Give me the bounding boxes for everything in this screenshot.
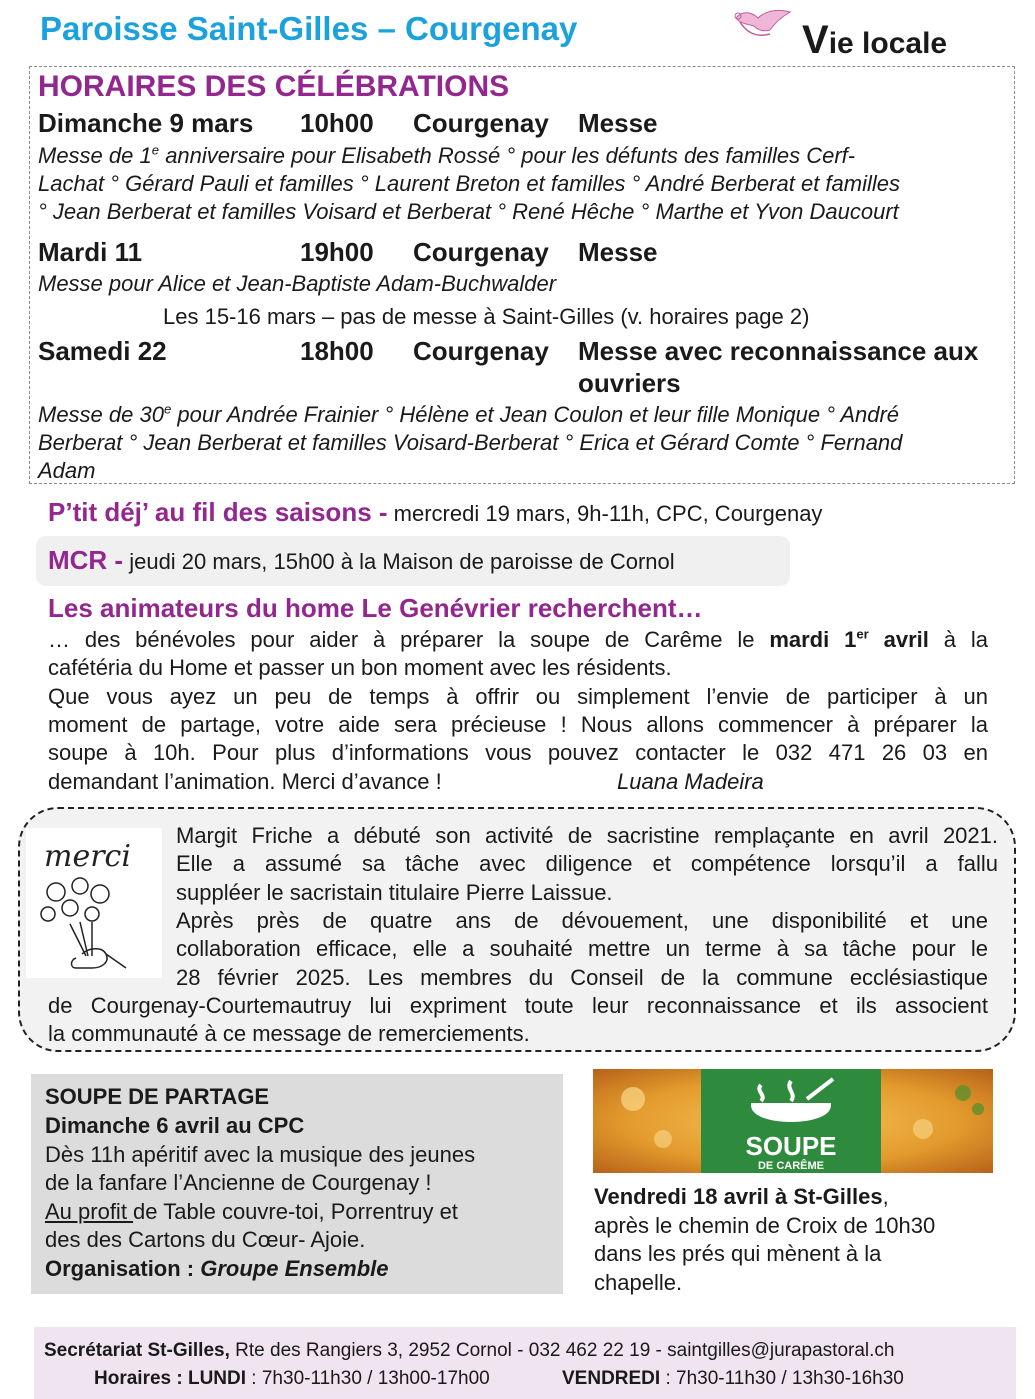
entry-2-type: Messe [578, 237, 658, 267]
thanks-line-8: la communauté à ce message de remerciements. [48, 1021, 530, 1046]
entry-3-day: Samedi 22 [38, 336, 167, 366]
entry-2-day: Mardi 11 [38, 237, 143, 267]
soupe-careme-line-3: chapelle. [594, 1270, 683, 1295]
animateurs-line-2: cafétéria du Home et passer un bon moment avec les résidents. [48, 655, 672, 680]
soupe-careme-line-1: après le chemin de Croix de 10h30 [594, 1213, 936, 1238]
animateurs-signature: Luana Madeira [617, 769, 764, 794]
logo-text: Vie locale [802, 18, 948, 62]
entry-1-intention-line-1: Messe de 1e anniversaire pour Elisabeth Rossé ° pour les défunts des familles Cerf- [38, 142, 856, 168]
no-mass-notice: Les 15-16 mars – pas de messe à Saint-Gilles (v. horaires page 2) [163, 304, 810, 329]
entry-3-type-line-2: ouvriers [578, 368, 681, 398]
thanks-line-7: de Courgenay-Courtemautruy lui expriment toute leur reconnaissance et ils associent [48, 993, 988, 1018]
entry-3-intention-line-1: Messe de 30e pour Andrée Frainier ° Hélène et Jean Coulon et leur fille Monique ° André [38, 401, 900, 427]
svg-text:merci: merci [44, 839, 131, 874]
entry-2-time: 19h00 [300, 237, 374, 267]
soupe-partage-line-2: de la fanfare l’Ancienne de Courgenay ! [45, 1170, 432, 1195]
thanks-line-6: 28 février 2025. Les membres du Conseil de la commune ecclésiastique [176, 965, 988, 990]
animateurs-line-3: Que vous ayez un peu de temps à offrir ou simplement l’envie de participer à un [48, 684, 988, 709]
entry-3-place: Courgenay [413, 336, 549, 366]
thanks-line-5: collaboration efficace, elle a souhaité mettre un terme à sa tâche pour le [176, 936, 988, 961]
footer-secretariat: Secrétariat St-Gilles, Rte des Rangiers 3, 2952 Cornol - 032 462 22 19 - saintgilles@jurapastoral.ch [44, 1340, 895, 1361]
animateurs-line-4: moment de partage, votre aide sera précieuse ! Nous allons commencer à préparer la [48, 712, 988, 737]
thanks-line-2: Elle a assumé sa tâche avec diligence et compétence lorsqu’il a fallu [176, 851, 998, 876]
footer-hours-friday: VENDREDI : 7h30-11h30 / 13h30-16h30 [562, 1368, 904, 1389]
entry-3-time: 18h00 [300, 336, 374, 366]
soupe-partage-line-4: des des Cartons du Cœur- Ajoie. [45, 1227, 366, 1252]
thanks-line-4: Après près de quatre ans de dévouement, une disponibilité et une [176, 908, 988, 933]
ptit-dej-title: P’tit déj’ au fil des saisons - [48, 497, 388, 527]
svg-text:DE CARÊME: DE CARÊME [757, 1160, 825, 1172]
entry-1-day: Dimanche 9 mars [38, 108, 254, 138]
entry-1-intention-line-2: Lachat ° Gérard Pauli et familles ° Laurent Breton et familles ° André Berberat et familles [38, 171, 900, 196]
soupe-partage-title: SOUPE DE PARTAGE [45, 1084, 270, 1109]
soupe-partage-organisation: Organisation : Groupe Ensemble [45, 1256, 389, 1281]
page-title: Paroisse Saint-Gilles – Courgenay [40, 10, 578, 47]
entry-3-intention-line-2: Berberat ° Jean Berberat et familles Voisard-Berberat ° Erica et Gérard Comte ° Fernand [38, 430, 903, 455]
celebrations-title: HORAIRES DES CÉLÉBRATIONS [38, 70, 510, 103]
entry-3-type-line-1: Messe avec reconnaissance aux [578, 336, 979, 366]
animateurs-line-5: soupe à 10h. Pour plus d’informations vous pouvez contacter le 032 471 26 03 en [48, 740, 988, 765]
soupe-partage-subtitle: Dimanche 6 avril au CPC [45, 1113, 305, 1138]
animateurs-title: Les animateurs du home Le Genévrier recherchent… [48, 593, 703, 623]
mcr-announcement [48, 545, 675, 576]
entry-1-type: Messe [578, 108, 658, 138]
entry-1-place: Courgenay [413, 108, 549, 138]
vie-locale-logo [730, 4, 970, 62]
thanks-line-1: Margit Friche a débuté son activité de sacristine remplaçante en avril 2021. [176, 823, 998, 848]
bouquet-hand-icon [26, 828, 162, 978]
svg-text:SOUPE: SOUPE [745, 1131, 837, 1161]
entry-2-place: Courgenay [413, 237, 549, 267]
mcr-title: MCR - [48, 545, 124, 575]
entry-1-intention-line-3: ° Jean Berberat et familles Voisard et Berberat ° René Hêche ° Marthe et Yvon Daucourt [38, 199, 899, 224]
soupe-careme-image [593, 1069, 993, 1173]
soupe-careme-line-2: dans les prés qui mènent à la [594, 1241, 882, 1266]
animateurs-line-1: … des bénévoles pour aider à préparer la soupe de Carême le mardi 1er avril à la [48, 626, 988, 652]
dove-icon [730, 4, 800, 54]
soupe-careme-title: Vendredi 18 avril à St-Gilles, [594, 1184, 889, 1209]
entry-1-time: 10h00 [300, 108, 374, 138]
soupe-partage-line-3: Au profit de Table couvre-toi, Porrentruy et [45, 1199, 458, 1224]
merci-drawing [26, 828, 162, 978]
ptit-dej-details: mercredi 19 mars, 9h-11h, CPC, Courgenay [387, 501, 823, 526]
footer-hours: Horaires : LUNDI : 7h30-11h30 / 13h00-17h00 [94, 1368, 490, 1389]
ptit-dej-announcement [48, 497, 822, 528]
mcr-details: jeudi 20 mars, 15h00 à la Maison de paroisse de Cornol [123, 549, 675, 574]
entry-3-intention-line-3: Adam [38, 458, 96, 483]
entry-2-intention: Messe pour Alice et Jean-Baptiste Adam-Buchwalder [38, 271, 557, 296]
animateurs-line-6: demandant l’animation. Merci d’avance ! [48, 769, 442, 794]
soupe-partage-line-1: Dès 11h apéritif avec la musique des jeunes [45, 1142, 476, 1167]
thanks-line-3: suppléer le sacristain titulaire Pierre Laissue. [176, 880, 613, 905]
